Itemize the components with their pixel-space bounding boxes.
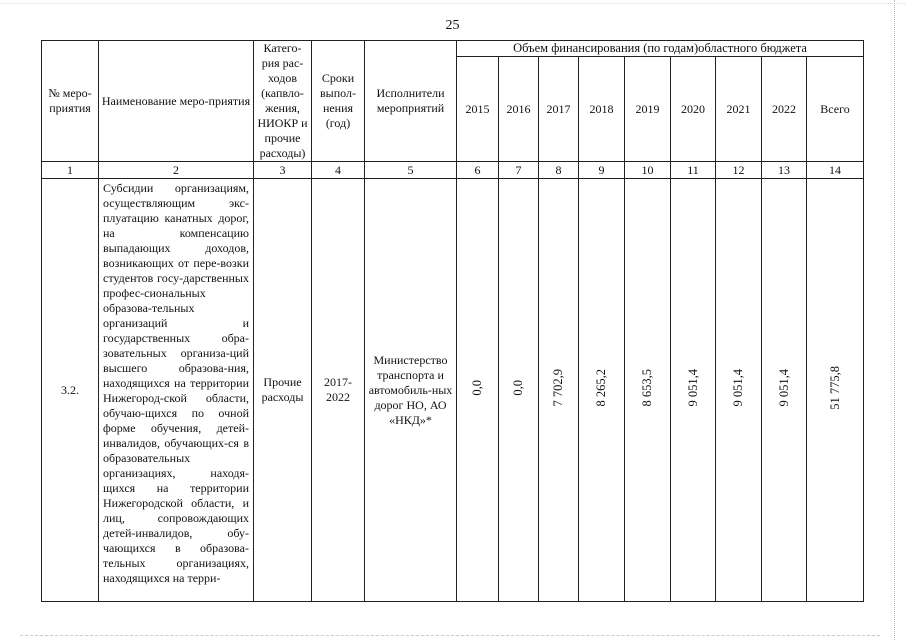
- header-name: Наименование меро-приятия: [99, 41, 254, 162]
- budget-table: [41, 40, 864, 602]
- column-number-row: [42, 162, 864, 179]
- page-number: 25: [445, 18, 460, 33]
- value-cell: [579, 179, 625, 602]
- header-category: Катего-рия рас-ходов (капвло-жения, НИОКР и прочие расходы): [254, 41, 312, 162]
- value-2016: 0,0: [511, 380, 525, 396]
- column-number: 12: [716, 162, 762, 179]
- row-number: 3.2.: [42, 179, 99, 602]
- header-year: 2018: [579, 57, 625, 162]
- value-total: 51 775,8: [827, 366, 842, 410]
- scan-edge-right: [893, 0, 895, 640]
- value-cell: [716, 179, 762, 602]
- header-year: 2017: [539, 57, 579, 162]
- header-row: [42, 41, 864, 57]
- value-cell: [539, 179, 579, 602]
- value-cell: [457, 179, 499, 602]
- header-year: 2020: [671, 57, 716, 162]
- scan-edge-top: [0, 3, 905, 5]
- value-cell: [625, 179, 671, 602]
- column-number: 7: [499, 162, 539, 179]
- value-cell: [671, 179, 716, 602]
- header-period: Сроки выпол-нения (год): [312, 41, 365, 162]
- column-number: 5: [365, 162, 457, 179]
- row-category: Прочие расходы: [254, 179, 312, 602]
- header-year: 2021: [716, 57, 762, 162]
- header-year: 2015: [457, 57, 499, 162]
- value-2022: 9 051,4: [776, 369, 791, 407]
- header-year: 2019: [625, 57, 671, 162]
- value-cell: [762, 179, 807, 602]
- column-number: 6: [457, 162, 499, 179]
- column-number: 8: [539, 162, 579, 179]
- column-number: 9: [579, 162, 625, 179]
- header-year: 2022: [762, 57, 807, 162]
- row-description: Субсидии организациям, осуществляющим экс-плуатацию канатных дорог, на компенсацию выпадающих доходов, возникающих от пере-возки студентов госу-дарственных профес-сиональных образова-тельных организаций и государственных обра-зовательных организа-ций высшего образова-ния, находящихся на территории Нижегород-ской области, обучаю-щихся по очной форме обучения, детей-инвалидов, обучающих-ся в образовательных организациях, находя-щихся на территории Нижегородской области, и лиц, сопровождающих детей-инвалидов, обу-чающихся в образова-тельных организациях, находящихся на терри-: [99, 179, 254, 602]
- value-cell: [499, 179, 539, 602]
- column-number: 2: [99, 162, 254, 179]
- header-executors: Исполнители мероприятий: [365, 41, 457, 162]
- column-number: 3: [254, 162, 312, 179]
- header-number: № меро-приятия: [42, 41, 99, 162]
- header-year: 2016: [499, 57, 539, 162]
- header-total: Всего: [807, 57, 864, 162]
- column-number: 4: [312, 162, 365, 179]
- header-funding-title: Объем финансирования (по годам)областного бюджета: [457, 41, 864, 57]
- column-number: 13: [762, 162, 807, 179]
- table-row: [42, 179, 864, 602]
- value-2020: 9 051,4: [685, 369, 700, 407]
- value-cell: [807, 179, 864, 602]
- row-period: 2017-2022: [312, 179, 365, 602]
- column-number: 1: [42, 162, 99, 179]
- column-number: 11: [671, 162, 716, 179]
- column-number: 10: [625, 162, 671, 179]
- column-number: 14: [807, 162, 864, 179]
- row-executors: Министерство транспорта и автомобиль-ных дорог НО, АО «НКД»*: [365, 179, 457, 602]
- scan-edge-bottom: [20, 635, 880, 637]
- value-2015: 0,0: [470, 380, 484, 396]
- value-2019: 8 653,5: [640, 369, 654, 407]
- value-2021: 9 051,4: [731, 369, 745, 407]
- value-2018: 8 265,2: [594, 369, 608, 407]
- value-2017: 7 702,9: [551, 369, 565, 407]
